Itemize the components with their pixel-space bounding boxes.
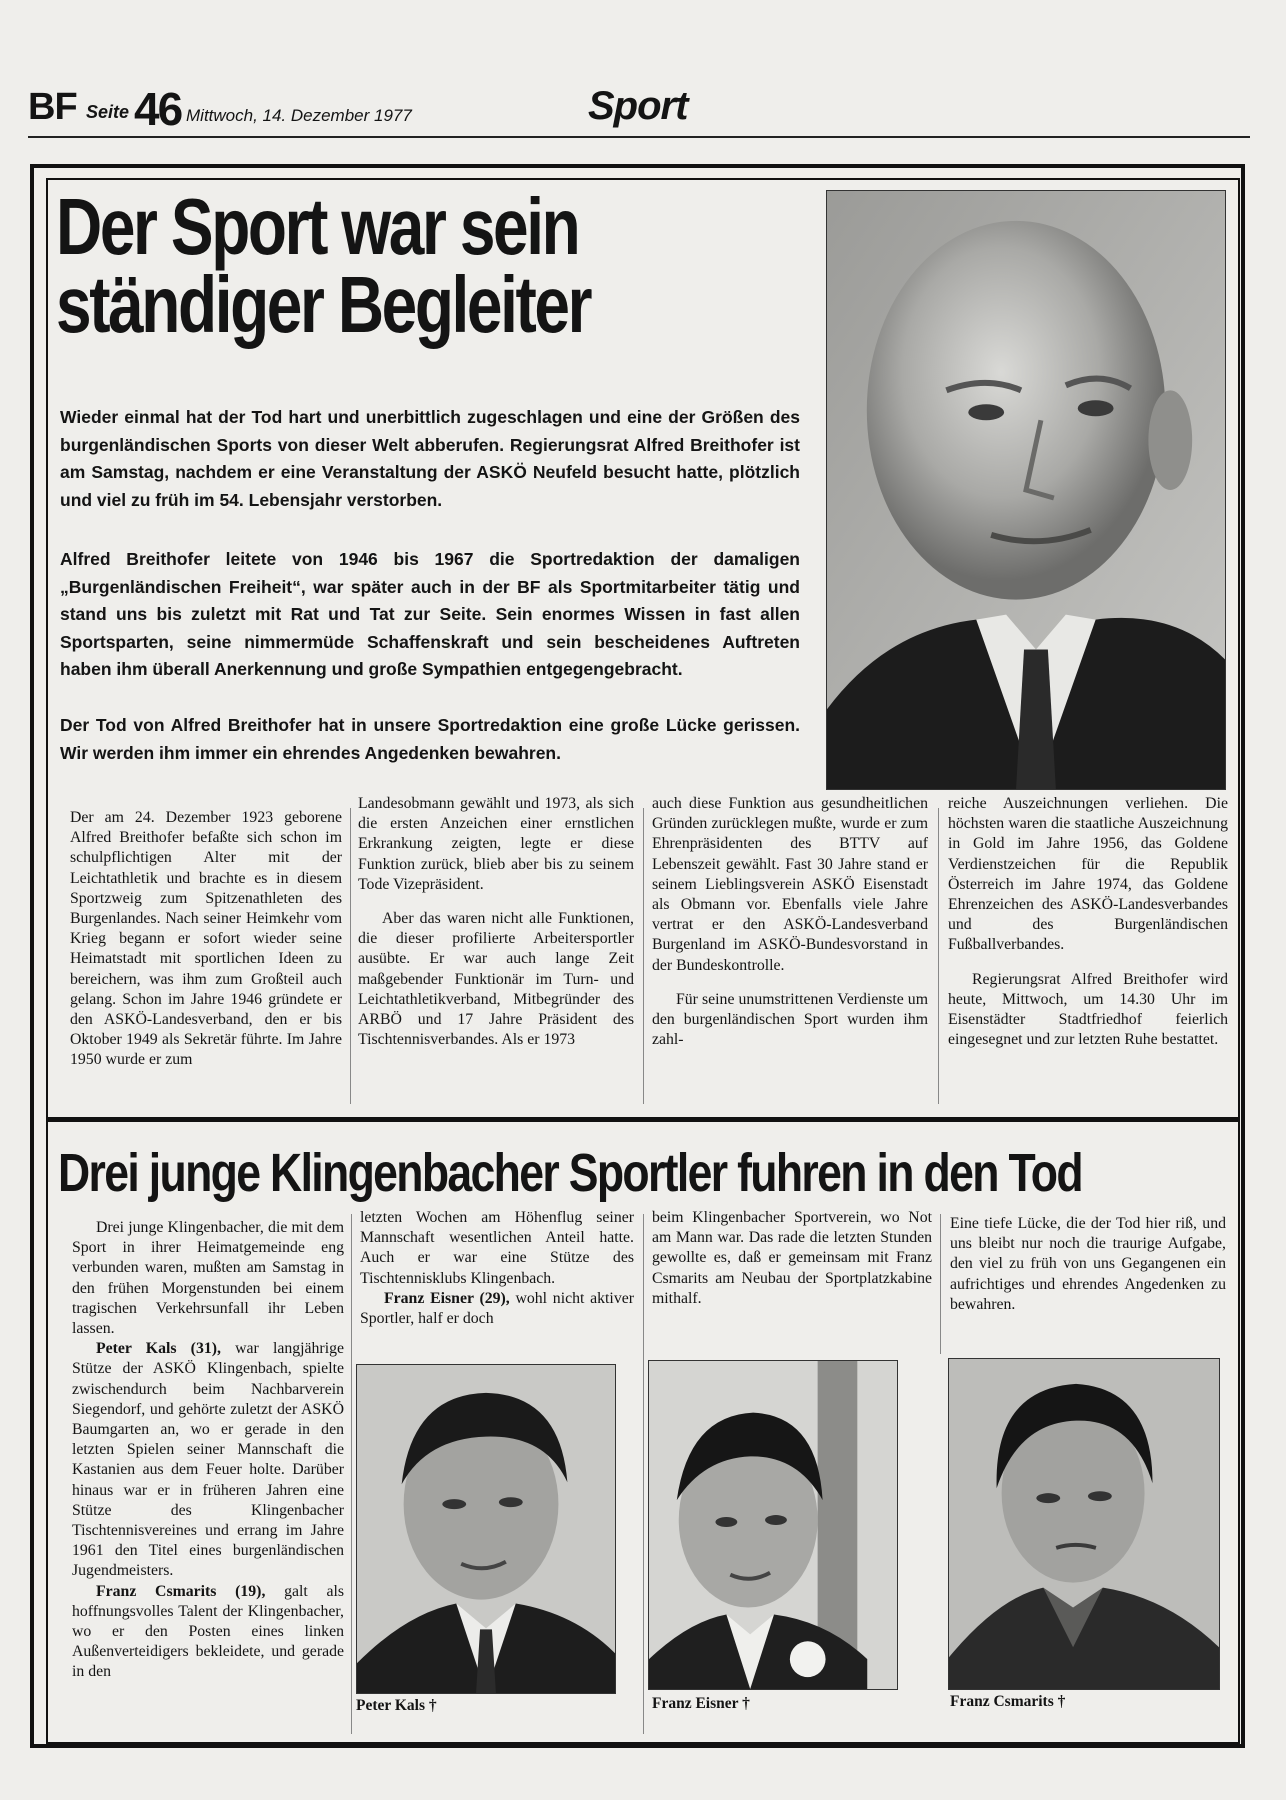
masthead-rule xyxy=(28,136,1250,138)
article2-name-peter-kals: Peter Kals (31), xyxy=(96,1340,221,1358)
article2-col4-para-1: Eine tiefe Lücke, die der Tod hier riß, und uns bleibt nur noch die traurige Aufgabe, den viel zu früh von uns Gegangenen ein aufrichtiges und ehrendes Angedenken zu bewahren. xyxy=(950,1215,1226,1313)
caption-peter-kals: Peter Kals † xyxy=(356,1697,437,1714)
article1-col3-para-2: Für seine unumstrittenen Verdienste um den burgenländischen Sport wurden ihm zahl- xyxy=(652,990,928,1049)
article2-col3-para-1: beim Klingenbacher Sportverein, wo Not am Mann war. Das rade die letzten Stunden gewollte es, daß er gemeinsam mit Franz Csmarits am Neubau der Sportplatzkabine mithalf. xyxy=(652,1209,932,1307)
article2-col1-para-2: war langjährige Stütze der ASKÖ Klingenbach, spielte zwischendurch beim Nachbarverein Siegendorf, und gehörte zuletzt der ASKÖ Baumgarten an, wo er gerade in den letzten Spielen seiner Mannschaft die Kastanien aus dem Feuer holte. Darüber hinaus war er in früheren Jahren eine Stütze des Klingenbacher Tischtennisvereines und errang im Jahre 1961 den Titel eines burgenländischen Jugendmeisters. xyxy=(72,1340,344,1580)
masthead-date: Mittwoch, 14. Dezember 1977 xyxy=(186,106,412,125)
article1-col1-para-1: Der am 24. Dezember 1923 geborene Alfred Breithofer befaßte sich schon im schulpflichtigen Alter mit der Leichtathletik und brachte es in diesem Sportzweig zum Spitzenathleten des Burgenlandes. Nach seiner Heimkehr vom Krieg begann er sofort wieder seine Heimatstadt mit sportlichen Ideen zu bereichern, was ihm zum Großteil auch gelang. Schon im Jahre 1946 gründete er den ASKÖ-Landesverband, den er bis Oktober 1949 als Sekretär führte. Im Jahre 1950 wurde er zum xyxy=(70,809,342,1069)
masthead-seite-label: Seite xyxy=(86,102,130,122)
column-separator xyxy=(350,808,351,1104)
photo-peter-kals xyxy=(356,1364,616,1694)
article1-lead-3: Der Tod von Alfred Breithofer hat in unsere Sportredaktion eine große Lücke gerissen. Wir werden ihm immer ein ehrendes Angedenken bewahren. xyxy=(60,715,800,763)
column-separator xyxy=(643,1214,644,1734)
masthead-section: Sport xyxy=(588,84,688,128)
article2-column-3 xyxy=(652,1208,932,1309)
article2-column-1 xyxy=(72,1218,344,1683)
article2-col1-para-3: galt als hoffnungsvolles Talent der Klingenbacher, wo er den Posten eines linken Außenverteidigers bekleidete, und gerade in den xyxy=(72,1582,344,1681)
article1-col4-para-2: Regierungsrat Alfred Breithofer wird heute, Mittwoch, um 14.30 Uhr im Eisenstädter Stadtfriedhof feierlich eingesegnet und zur letzten Ruhe bestattet. xyxy=(948,970,1228,1049)
article2-name-franz-eisner: Franz Eisner (29), xyxy=(384,1289,510,1307)
article2-col2-para-1: letzten Wochen am Höhenflug seiner Mannschaft wesentlichen Anteil hatte. Auch er war eine Stütze des Tischtennisklubs Klingenbach. xyxy=(360,1209,634,1287)
article1-lead-2: Alfred Breithofer leitete von 1946 bis 1967 die Sportredaktion der damaligen „Burgenländischen Freiheit“, war später auch in der BF als Sportmitarbeiter tätig und stand uns bis zuletzt mit Rat und Tat zur Seite. Sein enormes Wissen in fast allen Sportsparten, seine nimmermüde Schaffenskraft und sein bescheidenes Auftreten haben ihm überall Anerkennung und große Sympathien entgegengebracht. xyxy=(60,549,800,679)
masthead-page-number: 46 xyxy=(134,83,182,135)
article1-column-2 xyxy=(358,794,634,1050)
column-separator xyxy=(643,808,644,1104)
column-separator xyxy=(940,1214,941,1354)
article2-col2-para-2: wohl nicht aktiver Sportler, half er doch xyxy=(360,1289,634,1328)
article1-col4-para-1: reiche Auszeichnungen verliehen. Die höchsten waren die staatliche Auszeichnung in Gold im Jahre 1956, das Goldene Verdienstzeichen für die Republik Österreich im Jahre 1974, das Goldene Ehrenzeichen des ASKÖ-Landesverbandes und des Burgenländischen Fußballverbandes. xyxy=(948,795,1228,954)
caption-franz-eisner: Franz Eisner † xyxy=(652,1695,750,1712)
article1-lead-1: Wieder einmal hat der Tod hart und unerbittlich zugeschlagen und eine der Größen des burgenländischen Sports von dieser Welt abberufen. Regierungsrat Alfred Breithofer ist am Samstag, nachdem er eine Veranstaltung der ASKÖ Neufeld besucht hatte, plötzlich und viel zu früh im 54. Lebensjahr verstorben. xyxy=(60,407,800,510)
column-separator xyxy=(351,1214,352,1734)
article2-col1-intro: Drei junge Klingenbacher, die mit dem Sport in ihrer Heimatgemeinde eng verbunden waren, mußten am Samstag in den frühen Morgenstunden bei einem tragischen Verkehrsunfall ihr Leben lassen. xyxy=(72,1219,344,1338)
article1-col2-para-1: Landesobmann gewählt und 1973, als sich die ersten Anzeichen einer ernstlichen Erkrankung zeigten, legte er diese Funktion zurück, blieb aber bis zu seinem Tode Vizepräsident. xyxy=(358,795,634,893)
column-separator xyxy=(938,808,939,1104)
portrait-photo xyxy=(826,190,1226,790)
article2-title: Drei junge Klingenbacher Sportler fuhren in den Tod xyxy=(58,1143,1082,1203)
article1-col3-para-1: auch diese Funktion aus gesundheitlichen Gründen zurücklegen mußte, wurde er zum Ehrenpräsidenten des BTTV auf Lebenszeit gewählt. Fast 30 Jahre stand er seinem Lieblingsverein ASKÖ Eisenstadt als Obmann vor. Ebenfalls viele Jahre vertrat er den ASKÖ-Landesverband Burgenland im ASKÖ-Bundesvorstand in der Bundeskontrolle. xyxy=(652,795,928,974)
article2-name-franz-csmarits: Franz Csmarits (19), xyxy=(96,1582,266,1600)
photo-franz-eisner xyxy=(648,1360,898,1690)
caption-franz-csmarits: Franz Csmarits † xyxy=(950,1693,1066,1710)
masthead-logo: BF xyxy=(28,86,77,128)
article2-column-2 xyxy=(360,1208,634,1329)
article1-title: Der Sport war sein ständiger Begleiter xyxy=(56,182,591,349)
article-divider xyxy=(46,1117,1240,1122)
masthead xyxy=(28,84,1250,136)
article1-column-4 xyxy=(948,794,1228,1050)
photo-franz-csmarits xyxy=(948,1358,1220,1690)
article1-column-3 xyxy=(652,794,928,1050)
article1-col2-para-2: Aber das waren nicht alle Funktionen, die dieser profilierte Arbeitersportler ausübte. Er war auch lange Zeit maßgebender Funktionär im Turn- und Leichtathletikverband, Mitbegründer des ARBÖ und 17 Jahre Präsident des Tischtennisverbandes. Als er 1973 xyxy=(358,910,634,1049)
article1-column-1 xyxy=(70,808,342,1071)
article2-column-4 xyxy=(950,1214,1226,1315)
